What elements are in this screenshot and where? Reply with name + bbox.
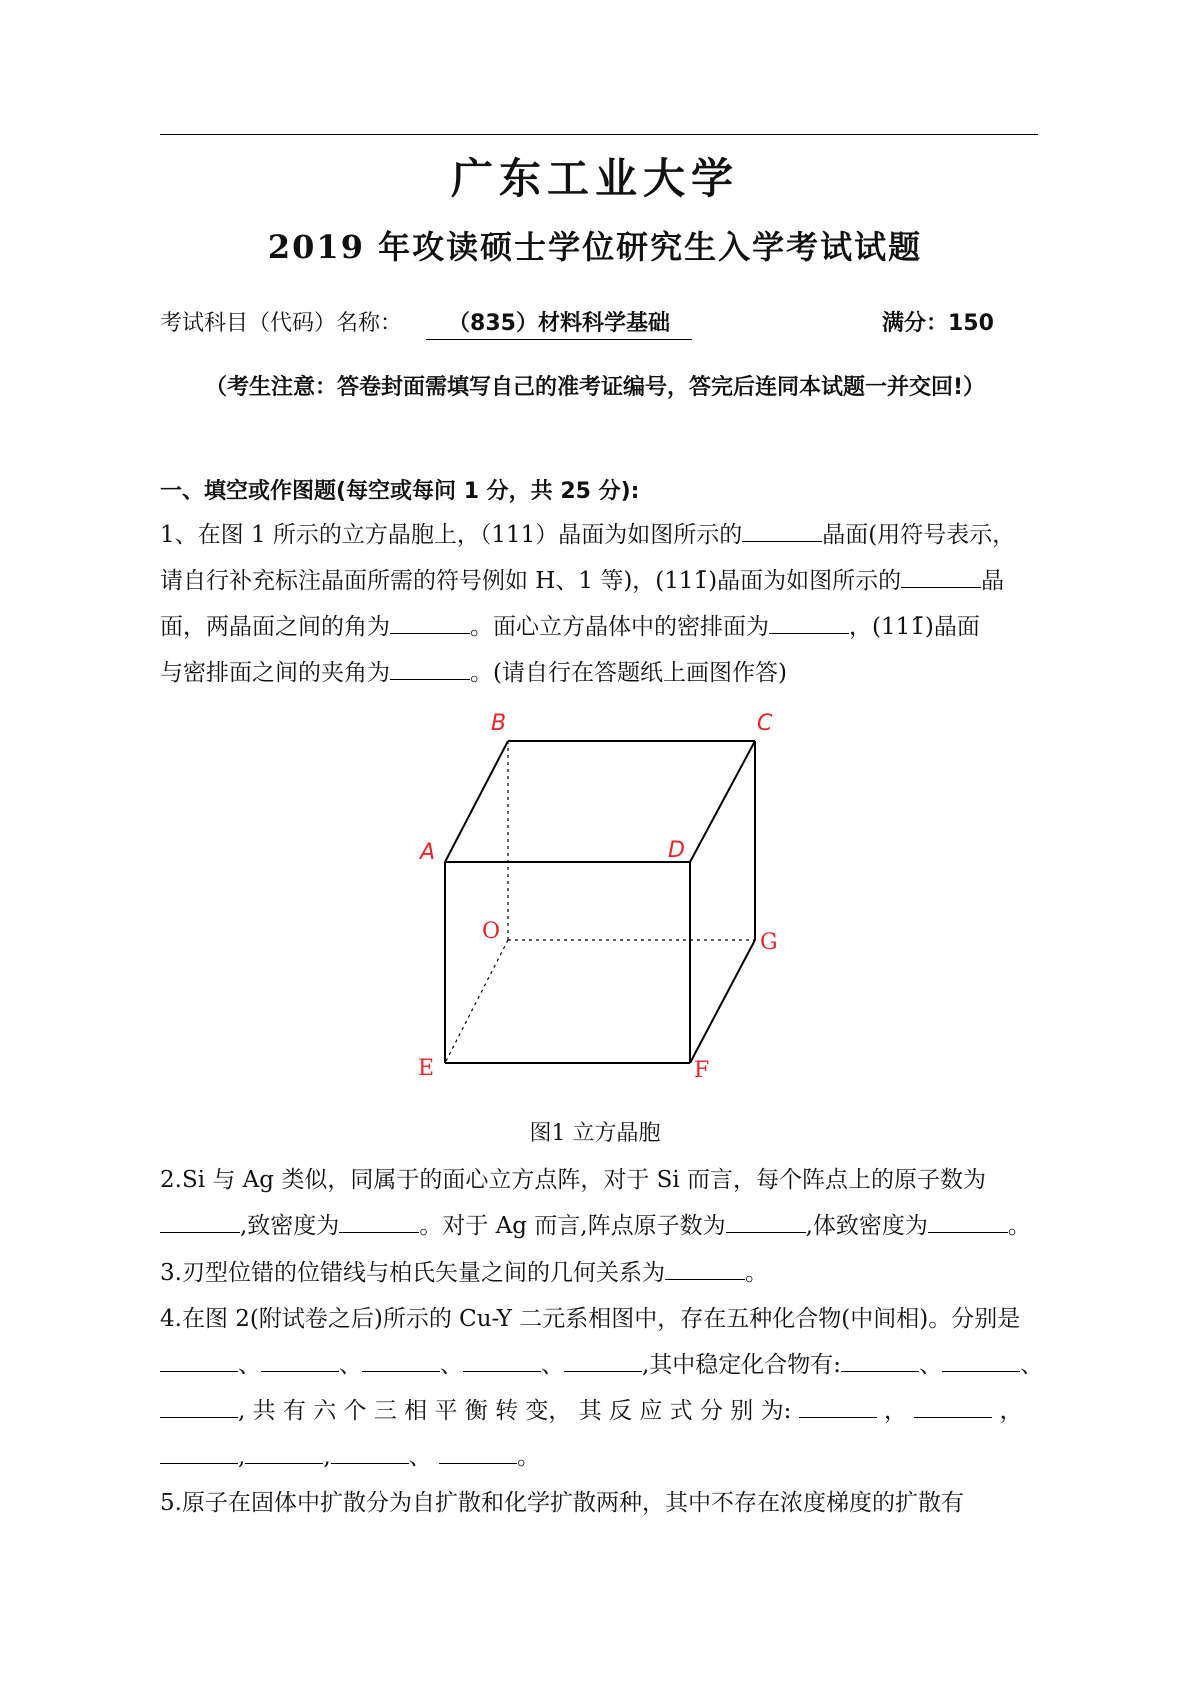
exam-notice: （考生注意：答卷封面需填写自己的准考证编号，答完后连同本试题一并交回!）	[204, 375, 986, 400]
answer-blank	[665, 1259, 745, 1280]
q4-line-4: , , 、 。	[160, 1434, 1040, 1480]
edge-GF	[690, 940, 755, 1063]
answer-blank	[928, 1212, 1008, 1233]
edge-AB	[445, 741, 508, 862]
q2-line-1: 2.Si 与 Ag 类似，同属于的面心立方点阵，对于 Si 而言，每个阵点上的原子数为	[160, 1167, 987, 1193]
answer-blank	[160, 1443, 238, 1464]
section-heading: 一、填空或作图题(每空或每问 1 分，共 25 分):	[160, 479, 640, 504]
answer-blank	[160, 1397, 238, 1418]
question-2	[160, 1157, 1040, 1249]
subject-row	[160, 306, 1040, 346]
figure-caption: 图1 立方晶胞	[529, 1121, 661, 1146]
full-score: 满分：150	[882, 311, 994, 336]
q1-line-1: 1、在图 1 所示的立方晶胞上，（111）晶面为如图所示的 晶面(用符号表示，	[160, 522, 1016, 548]
vertex-label-C: C	[757, 711, 773, 736]
answer-blank	[390, 659, 470, 680]
subject-label: 考试科目（代码）名称：	[160, 311, 403, 336]
answer-blank	[726, 1212, 806, 1233]
answer-blank	[841, 1351, 919, 1372]
question-3: 3.刃型位错的位错线与柏氏矢量之间的几何关系为 。	[160, 1260, 768, 1286]
university-title: 广东工业大学	[450, 154, 739, 203]
answer-blank	[564, 1351, 642, 1372]
vertex-label-A: A	[420, 840, 436, 865]
exam-title: 2019 年攻读硕士学位研究生入学考试试题	[267, 228, 923, 266]
subject-name: （835）材料科学基础	[426, 306, 692, 340]
questions-3-5	[160, 1250, 1044, 1526]
q1-line-4: 与密排面之间的夹角为 。(请自行在答题纸上画图作答)	[160, 660, 787, 686]
answer-blank	[942, 1351, 1020, 1372]
cube-figure	[400, 705, 800, 1105]
vertex-label-E: E	[418, 1056, 435, 1081]
q1-line-3: 面，两晶面之间的角为 。面心立方晶体中的密排面为 ，(111̄)晶面	[160, 614, 980, 640]
answer-blank	[160, 1351, 238, 1372]
answer-blank	[901, 567, 981, 588]
answer-blank	[799, 1397, 877, 1418]
answer-blank	[160, 1212, 240, 1233]
answer-blank	[742, 521, 822, 542]
answer-blank	[439, 1443, 517, 1464]
edge-CD	[690, 741, 755, 862]
q4-line-2: 、 、 、 、 ,其中稳定化合物有: 、 、	[160, 1342, 1040, 1388]
vertex-label-O: O	[482, 919, 501, 944]
answer-blank	[339, 1212, 419, 1233]
answer-blank	[362, 1351, 440, 1372]
question-5: 5.原子在固体中扩散分为自扩散和化学扩散两种，其中不存在浓度梯度的扩散有	[160, 1490, 964, 1516]
vertex-label-G: G	[760, 930, 778, 955]
q4-line-1: 4.在图 2(附试卷之后)所示的 Cu-Y 二元系相图中，存在五种化合物(中间相)。分别是	[160, 1306, 1021, 1332]
answer-blank	[390, 613, 470, 634]
edge-OE	[445, 940, 508, 1063]
vertex-label-F: F	[694, 1058, 710, 1083]
answer-blank	[331, 1443, 409, 1464]
vertex-label-B: B	[491, 711, 507, 736]
answer-blank	[769, 613, 849, 634]
top-rule	[160, 134, 1038, 135]
answer-blank	[914, 1397, 992, 1418]
vertex-label-D: D	[668, 838, 685, 863]
answer-blank	[261, 1351, 339, 1372]
answer-blank	[245, 1443, 323, 1464]
question-1	[160, 512, 1040, 696]
q1-line-2: 请自行补充标注晶面所需的符号例如 H、1 等)，(111̄)晶面为如图所示的 晶	[160, 568, 1005, 594]
answer-blank	[463, 1351, 541, 1372]
q2-line-2: ,致密度为 。对于 Ag 而言,阵点原子数为 ,体致密度为 。	[160, 1203, 1040, 1249]
q4-line-3: , 共 有 六 个 三 相 平 衡 转 变， 其 反 应 式 分 别 为: ， ，	[160, 1388, 1040, 1434]
